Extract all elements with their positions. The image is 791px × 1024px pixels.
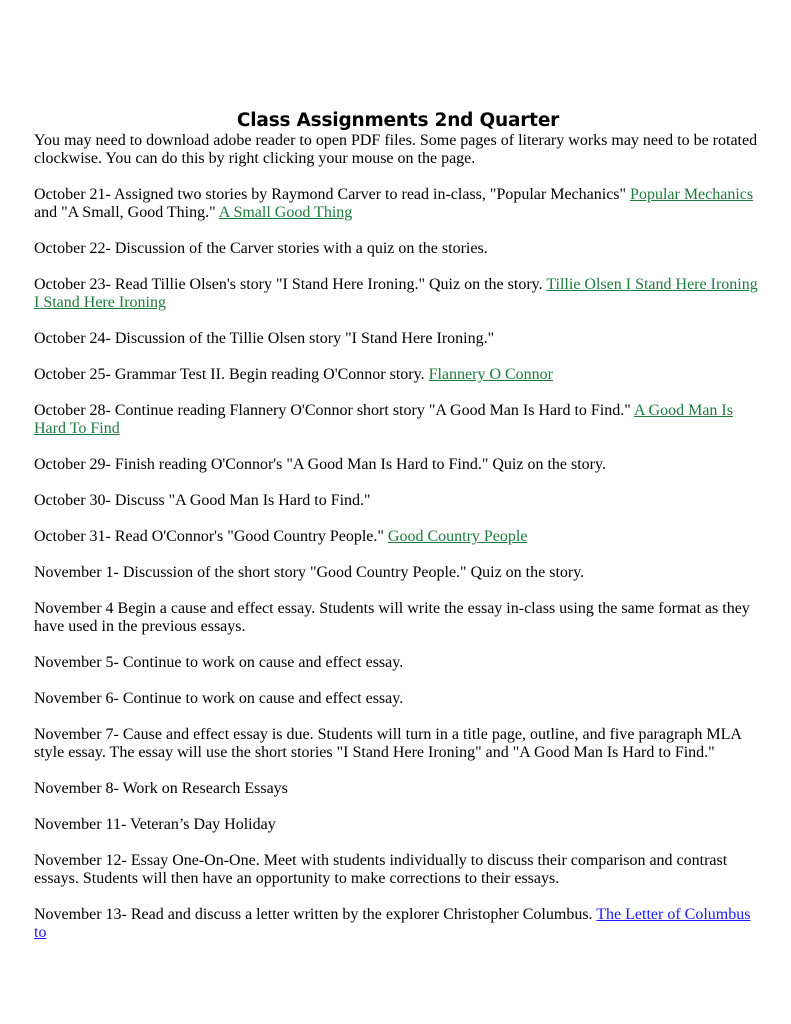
entry-text: October 31- Read O'Connor's "Good Country People." xyxy=(34,528,388,545)
assignment-entry xyxy=(34,330,762,348)
assignment-list xyxy=(34,186,762,942)
entry-text: October 24- Discussion of the Tillie Olsen story "I Stand Here Ironing." xyxy=(34,330,495,347)
reading-link[interactable]: Good Country People xyxy=(387,528,528,545)
entry-text: November 4 Begin a cause and effect essay. Students will write the essay in-class using the same format as they have used in the previous essays. xyxy=(34,600,750,635)
entry-text: November 8- Work on Research Essays xyxy=(34,780,288,797)
assignment-entry xyxy=(34,240,762,258)
document-page xyxy=(34,110,762,960)
reading-link[interactable]: Tillie Olsen I Stand Here Ironing xyxy=(546,276,758,293)
assignment-entry xyxy=(34,906,762,942)
entry-text: November 7- Cause and effect essay is due. Students will turn in a title page, outline, and five paragraph MLA style essay. The essay will use the short stories "I Stand Here Ironing" and "A Good Man Is Hard to Find." xyxy=(34,726,742,761)
assignment-entry xyxy=(34,276,762,312)
assignment-entry xyxy=(34,600,762,636)
assignment-entry xyxy=(34,366,762,384)
entry-text: October 28- Continue reading Flannery O'Connor short story "A Good Man Is Hard to Find." xyxy=(34,402,634,419)
assignment-entry xyxy=(34,690,762,708)
entry-text: October 22- Discussion of the Carver stories with a quiz on the stories. xyxy=(34,240,488,257)
assignment-entry xyxy=(34,654,762,672)
entry-text: November 12- Essay One-On-One. Meet with students individually to discuss their comparison and contrast essays. Students will then have an opportunity to make corrections to their essays. xyxy=(34,852,728,887)
assignment-entry xyxy=(34,528,762,546)
entry-text: October 21- Assigned two stories by Raymond Carver to read in-class, "Popular Mechanics" xyxy=(34,186,631,203)
entry-text: October 30- Discuss "A Good Man Is Hard to Find." xyxy=(34,492,371,509)
assignment-entry xyxy=(34,564,762,582)
reading-link[interactable]: I Stand Here Ironing xyxy=(34,294,166,311)
reading-link[interactable]: Flannery O Connor xyxy=(428,366,553,383)
assignment-entry xyxy=(34,780,762,798)
entry-text: November 11- Veteran’s Day Holiday xyxy=(34,816,276,833)
entry-text: November 1- Discussion of the short story "Good Country People." Quiz on the story. xyxy=(34,564,585,581)
assignment-entry xyxy=(34,456,762,474)
entry-text: and "A Small, Good Thing." xyxy=(34,204,219,221)
reading-link[interactable]: A Good Man Is Hard To Find xyxy=(34,402,733,437)
reading-link[interactable]: Popular Mechanics xyxy=(630,186,754,203)
entry-text: October 29- Finish reading O'Connor's "A Good Man Is Hard to Find." Quiz on the story. xyxy=(34,456,606,473)
reading-link[interactable]: A Small Good Thing xyxy=(218,204,353,221)
reading-link[interactable]: The Letter of Columbus to xyxy=(34,906,751,941)
intro-paragraph: You may need to download adobe reader to open PDF files. Some pages of literary works may need to be rotated clockwise. You can do this by right clicking your mouse on the page. xyxy=(34,132,758,167)
assignment-entry xyxy=(34,186,762,222)
entry-text: November 5- Continue to work on cause and effect essay. xyxy=(34,654,404,671)
assignment-entry xyxy=(34,852,762,888)
assignment-entry xyxy=(34,402,762,438)
page-title: Class Assignments 2nd Quarter xyxy=(236,110,560,131)
entry-text: November 13- Read and discuss a letter written by the explorer Christopher Columbus. xyxy=(34,906,597,923)
entry-text: October 23- Read Tillie Olsen's story "I Stand Here Ironing." Quiz on the story. xyxy=(34,276,547,293)
assignment-entry xyxy=(34,726,762,762)
assignment-entry xyxy=(34,816,762,834)
entry-text: November 6- Continue to work on cause and effect essay. xyxy=(34,690,404,707)
entry-text: October 25- Grammar Test II. Begin reading O'Connor story. xyxy=(34,366,429,383)
assignment-entry xyxy=(34,492,762,510)
